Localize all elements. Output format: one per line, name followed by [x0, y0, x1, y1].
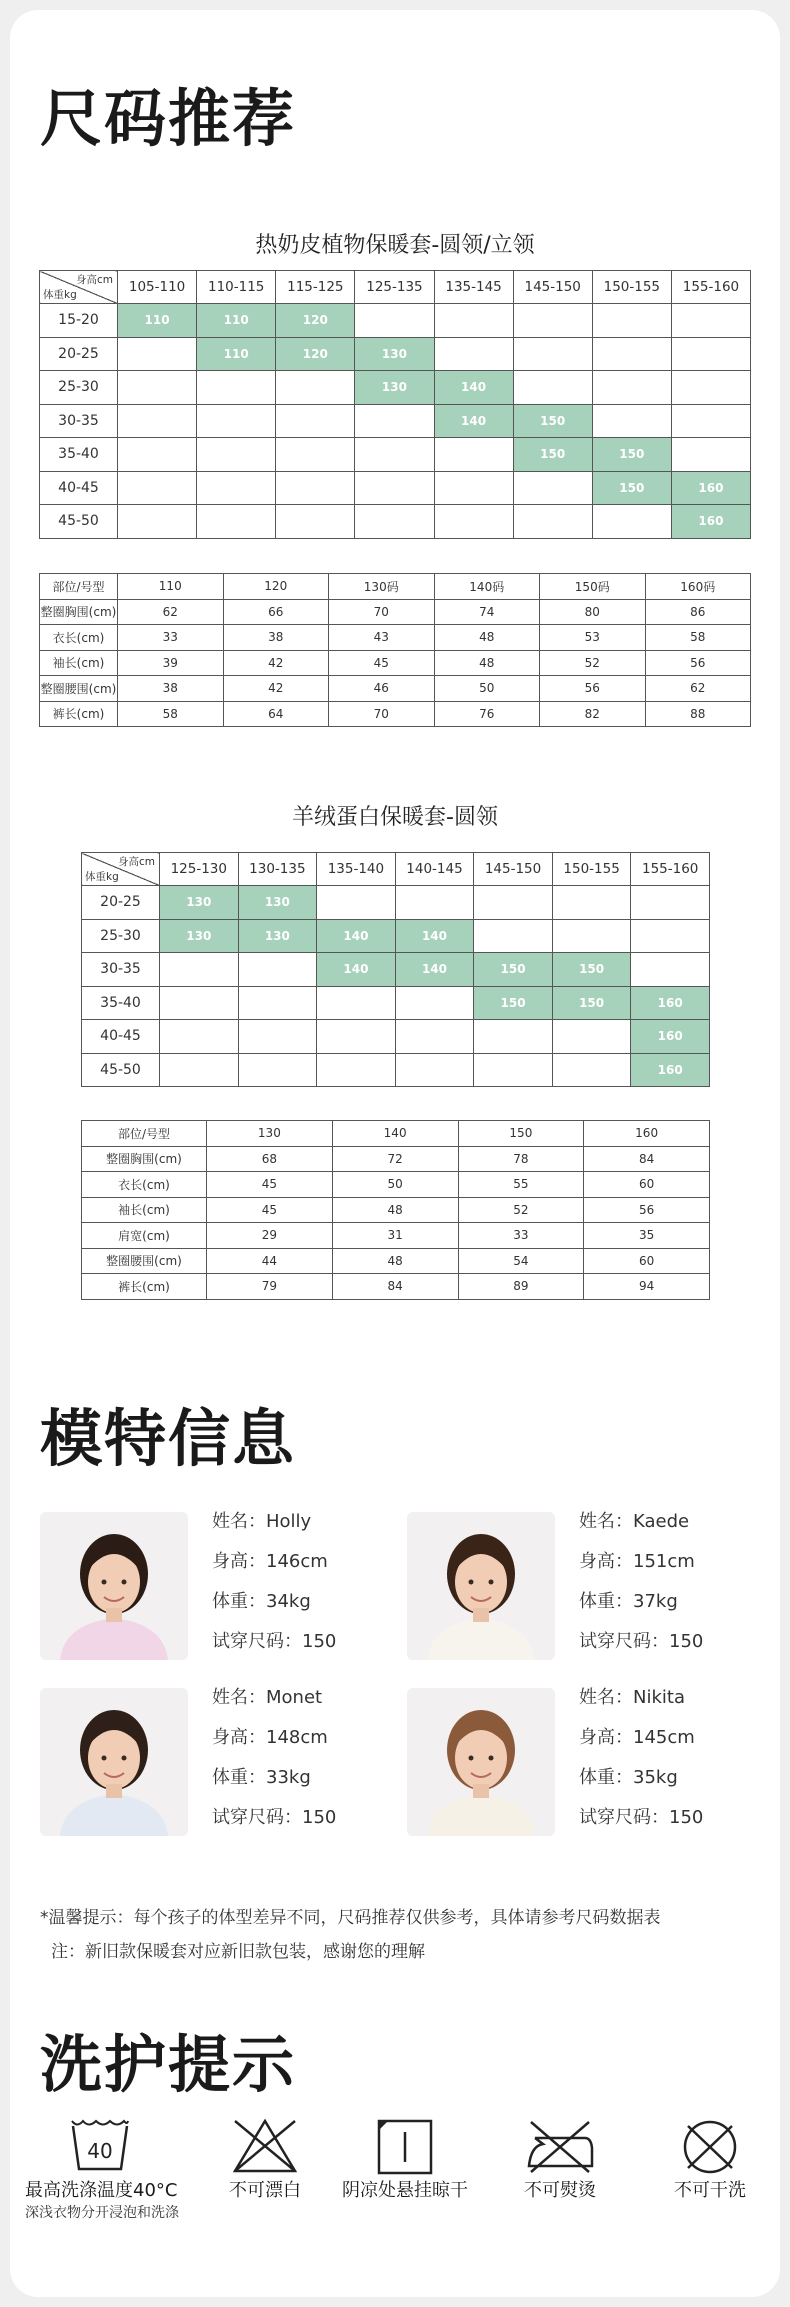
model-photo: [407, 1512, 555, 1660]
measure-value: 66: [223, 599, 329, 625]
measure-value: 70: [329, 599, 435, 625]
size-cell: [513, 371, 592, 405]
care-item-no-dry-clean: [655, 2118, 765, 2202]
measure-value: 56: [540, 676, 646, 702]
measure-value: 54: [458, 1248, 584, 1274]
column-header: 130: [207, 1121, 333, 1147]
size-cell: [160, 1053, 239, 1087]
size-cell: [513, 337, 592, 371]
size-cell: [434, 304, 513, 338]
size-cell-recommended: 140: [395, 919, 474, 953]
table-row: [82, 1223, 710, 1249]
measure-value: 64: [223, 701, 329, 727]
table-row: [82, 1248, 710, 1274]
size-cell: [395, 1053, 474, 1087]
measure-value: 50: [434, 676, 540, 702]
measure-value: 29: [207, 1223, 333, 1249]
size-cell-recommended: 150: [552, 953, 631, 987]
model-height: 身高：146cm: [212, 1551, 328, 1572]
table-row: [40, 337, 751, 371]
measure-label: 整圈胸围(cm): [82, 1146, 207, 1172]
size-cell-recommended: 130: [160, 919, 239, 953]
weight-header: 45-50: [40, 505, 118, 539]
table-row: [82, 953, 710, 987]
measure-value: 60: [584, 1172, 710, 1198]
table-row: [40, 676, 751, 702]
measure-value: 86: [645, 599, 751, 625]
care-label-no-bleach: 不可漂白: [229, 2180, 301, 2201]
size-cell: [671, 337, 750, 371]
size-cell-recommended: 120: [276, 304, 355, 338]
column-header: 110: [118, 574, 224, 600]
measure-value: 48: [434, 650, 540, 676]
size-cell: [276, 471, 355, 505]
model-info: [579, 1688, 703, 1848]
page-card: [10, 10, 780, 2297]
size-cell: [317, 1053, 396, 1087]
height-header: 150-155: [592, 271, 671, 304]
size-cell: [592, 371, 671, 405]
height-header: 115-125: [276, 271, 355, 304]
table-row: [82, 1197, 710, 1223]
wash-40-icon: [69, 2118, 131, 2172]
size-cell-recommended: 150: [592, 438, 671, 472]
size-cell-recommended: 130: [355, 371, 434, 405]
model-name: 姓名：Holly: [212, 1511, 312, 1532]
measure-value: 45: [207, 1172, 333, 1198]
measure-value: 55: [458, 1172, 584, 1198]
size-cell-recommended: 120: [276, 337, 355, 371]
size-cell: [118, 505, 197, 539]
model-info-title: 模特信息: [40, 1402, 297, 1475]
size-cell-recommended: 150: [513, 438, 592, 472]
height-header: 145-150: [513, 271, 592, 304]
model-size: 试穿尺码：150: [212, 1807, 337, 1828]
height-header: 110-115: [197, 271, 276, 304]
size-cell-recommended: 140: [434, 371, 513, 405]
size-cell: [395, 986, 474, 1020]
model-weight: 体重：33kg: [212, 1767, 311, 1788]
measure-value: 60: [584, 1248, 710, 1274]
height-header: 155-160: [671, 271, 750, 304]
weight-header: 35-40: [40, 438, 118, 472]
line-dry-shade-icon: [376, 2118, 434, 2176]
size-chart-table-1: [39, 270, 751, 539]
measure-value: 80: [540, 599, 646, 625]
size-cell-recommended: 140: [317, 953, 396, 987]
table-row: [40, 625, 751, 651]
measure-value: 84: [332, 1274, 458, 1300]
measure-label: 衣长(cm): [40, 625, 118, 651]
measure-value: 52: [540, 650, 646, 676]
weight-header: 30-35: [40, 404, 118, 438]
model-info: [579, 1512, 703, 1672]
size-cell-recommended: 140: [395, 953, 474, 987]
size-cell: [592, 404, 671, 438]
size-chart-table-2: [81, 852, 710, 1087]
size-cell-recommended: 150: [474, 986, 553, 1020]
table-row: [82, 986, 710, 1020]
size-recommendation-title: 尺码推荐: [40, 82, 297, 155]
care-label-no-dry-clean: 不可干洗: [674, 2180, 746, 2201]
height-header: 150-155: [552, 853, 631, 886]
measure-value: 42: [223, 650, 329, 676]
model-photo: [407, 1688, 555, 1836]
size-cell: [592, 304, 671, 338]
size-cell: [197, 371, 276, 405]
model-height: 身高：148cm: [212, 1727, 328, 1748]
no-dry-clean-icon: [680, 2118, 740, 2176]
size-cell: [118, 438, 197, 472]
weight-header: 20-25: [40, 337, 118, 371]
care-label-no-iron: 不可熨烫: [524, 2180, 596, 2201]
header-row: [82, 853, 710, 886]
table2-title: 羊绒蛋白保暖套-圆领: [292, 805, 498, 830]
table-row: [82, 1020, 710, 1054]
measurement-table-2: [81, 1120, 710, 1300]
warm-tip-text: *温馨提示：每个孩子的体型差异不同，尺码推荐仅供参考，具体请参考尺码数据表: [40, 1908, 661, 1928]
no-iron-icon: [525, 2118, 595, 2174]
weight-header: 40-45: [82, 1020, 160, 1054]
size-cell: [276, 438, 355, 472]
size-cell: [160, 953, 239, 987]
measure-value: 70: [329, 701, 435, 727]
measure-value: 68: [207, 1146, 333, 1172]
size-cell: [355, 438, 434, 472]
model-name: 姓名：Nikita: [579, 1687, 685, 1708]
size-cell: [160, 1020, 239, 1054]
size-cell: [238, 1053, 317, 1087]
weight-header: 45-50: [82, 1053, 160, 1087]
measure-value: 82: [540, 701, 646, 727]
model-height: 身高：151cm: [579, 1551, 695, 1572]
measure-value: 62: [645, 676, 751, 702]
measure-value: 76: [434, 701, 540, 727]
size-cell: [592, 505, 671, 539]
measure-value: 44: [207, 1248, 333, 1274]
measure-label: 衣长(cm): [82, 1172, 207, 1198]
size-cell-recommended: 150: [474, 953, 553, 987]
size-cell: [118, 471, 197, 505]
model-weight: 体重：35kg: [579, 1767, 678, 1788]
size-cell: [238, 986, 317, 1020]
packaging-note-text: 注：新旧款保暖套对应新旧款包装，感谢您的理解: [51, 1942, 425, 1962]
size-cell: [474, 886, 553, 920]
model-info: [212, 1512, 336, 1672]
measure-label: 整圈腰围(cm): [40, 676, 118, 702]
size-cell: [552, 886, 631, 920]
size-cell-recommended: 160: [631, 986, 710, 1020]
size-cell-recommended: 150: [552, 986, 631, 1020]
size-cell: [118, 404, 197, 438]
size-cell: [197, 505, 276, 539]
measure-value: 72: [332, 1146, 458, 1172]
header-row: [82, 1121, 710, 1147]
height-header: 155-160: [631, 853, 710, 886]
measure-value: 50: [332, 1172, 458, 1198]
size-cell: [513, 304, 592, 338]
size-cell: [276, 404, 355, 438]
table-row: [82, 919, 710, 953]
measure-value: 43: [329, 625, 435, 651]
size-cell: [118, 337, 197, 371]
model-card: [40, 1512, 400, 1662]
height-header: 105-110: [118, 271, 197, 304]
measure-value: 31: [332, 1223, 458, 1249]
size-cell: [434, 505, 513, 539]
size-cell: [197, 471, 276, 505]
table-row: [40, 471, 751, 505]
measure-value: 56: [645, 650, 751, 676]
measure-value: 45: [329, 650, 435, 676]
size-cell: [355, 505, 434, 539]
measure-value: 58: [645, 625, 751, 651]
header-row: [40, 574, 751, 600]
size-cell: [592, 337, 671, 371]
table-row: [40, 371, 751, 405]
height-header: 135-145: [434, 271, 513, 304]
measurement-table-1: [39, 573, 751, 727]
svg-text:40: 40: [87, 2139, 113, 2163]
size-cell-recommended: 140: [317, 919, 396, 953]
size-cell-recommended: 140: [434, 404, 513, 438]
table-row: [82, 1274, 710, 1300]
size-cell: [474, 1020, 553, 1054]
table-row: [40, 599, 751, 625]
corner-cell: [82, 853, 160, 886]
column-header: 140码: [434, 574, 540, 600]
height-header: 140-145: [395, 853, 474, 886]
size-cell: [434, 438, 513, 472]
care-sublabel-wash: 深浅衣物分开浸泡和洗涤: [25, 2205, 179, 2221]
size-cell: [276, 371, 355, 405]
weight-header: 30-35: [82, 953, 160, 987]
model-info: [212, 1688, 336, 1848]
measure-value: 46: [329, 676, 435, 702]
measure-value: 74: [434, 599, 540, 625]
weight-header: 35-40: [82, 986, 160, 1020]
model-weight: 体重：34kg: [212, 1591, 311, 1612]
size-cell: [238, 953, 317, 987]
table-row: [40, 505, 751, 539]
care-item-line-dry: [330, 2118, 480, 2202]
model-height: 身高：145cm: [579, 1727, 695, 1748]
height-header: 125-130: [160, 853, 239, 886]
care-label-wash: 最高洗涤温度40°C: [25, 2180, 178, 2201]
table-row: [40, 404, 751, 438]
measure-value: 38: [118, 676, 224, 702]
size-cell: [631, 953, 710, 987]
no-bleach-icon: [232, 2118, 298, 2174]
measure-value: 38: [223, 625, 329, 651]
model-photo: [40, 1688, 188, 1836]
model-size: 试穿尺码：150: [579, 1631, 704, 1652]
header-row: [40, 271, 751, 304]
model-photo: [40, 1512, 188, 1660]
corner-cell: [40, 271, 118, 304]
size-cell-recommended: 150: [513, 404, 592, 438]
size-cell: [631, 919, 710, 953]
corner-weight-label: 体重kg: [85, 871, 119, 883]
measure-value: 62: [118, 599, 224, 625]
size-cell: [118, 371, 197, 405]
care-item-wash: [25, 2118, 179, 2222]
model-size: 试穿尺码：150: [579, 1807, 704, 1828]
measure-value: 94: [584, 1274, 710, 1300]
size-cell: [552, 919, 631, 953]
size-cell: [552, 1053, 631, 1087]
size-cell-recommended: 110: [118, 304, 197, 338]
size-cell: [355, 304, 434, 338]
column-header: 130码: [329, 574, 435, 600]
care-item-no-bleach: [210, 2118, 320, 2202]
measure-value: 33: [458, 1223, 584, 1249]
height-header: 130-135: [238, 853, 317, 886]
measure-label: 袖长(cm): [82, 1197, 207, 1223]
column-header: 140: [332, 1121, 458, 1147]
model-name: 姓名：Monet: [212, 1687, 323, 1708]
size-cell: [671, 304, 750, 338]
weight-header: 15-20: [40, 304, 118, 338]
measure-label: 整圈腰围(cm): [82, 1248, 207, 1274]
measure-value: 48: [332, 1197, 458, 1223]
size-cell-recommended: 130: [160, 886, 239, 920]
table-row: [82, 886, 710, 920]
height-header: 145-150: [474, 853, 553, 886]
measure-value: 89: [458, 1274, 584, 1300]
care-tips-title: 洗护提示: [40, 2028, 297, 2101]
size-cell-recommended: 130: [238, 919, 317, 953]
measure-label: 裤长(cm): [40, 701, 118, 727]
measure-value: 48: [332, 1248, 458, 1274]
size-cell: [474, 1053, 553, 1087]
weight-header: 25-30: [82, 919, 160, 953]
care-label-line-dry: 阴凉处悬挂晾干: [342, 2180, 468, 2201]
measure-value: 79: [207, 1274, 333, 1300]
size-cell: [197, 404, 276, 438]
column-header: 150码: [540, 574, 646, 600]
table-row: [40, 304, 751, 338]
model-size: 试穿尺码：150: [212, 1631, 337, 1652]
table-row: [82, 1146, 710, 1172]
size-cell-recommended: 130: [355, 337, 434, 371]
size-cell-recommended: 130: [238, 886, 317, 920]
measure-label: 袖长(cm): [40, 650, 118, 676]
size-cell: [395, 886, 474, 920]
size-cell: [474, 919, 553, 953]
measure-label: 整圈胸围(cm): [40, 599, 118, 625]
size-cell: [355, 404, 434, 438]
measure-value: 52: [458, 1197, 584, 1223]
size-cell: [631, 886, 710, 920]
corner-height-label: 身高cm: [117, 856, 155, 868]
model-name: 姓名：Kaede: [579, 1511, 690, 1532]
size-cell: [355, 471, 434, 505]
model-card: [407, 1512, 767, 1662]
column-header: 160码: [645, 574, 751, 600]
measure-value: 56: [584, 1197, 710, 1223]
size-cell: [513, 505, 592, 539]
table-row: [40, 701, 751, 727]
size-cell: [434, 337, 513, 371]
measure-value: 84: [584, 1146, 710, 1172]
size-cell: [671, 371, 750, 405]
column-header: 部位/号型: [40, 574, 118, 600]
model-card: [407, 1688, 767, 1838]
size-cell: [671, 404, 750, 438]
model-card: [40, 1688, 400, 1838]
size-cell: [276, 505, 355, 539]
table-row: [40, 438, 751, 472]
measure-value: 48: [434, 625, 540, 651]
measure-value: 45: [207, 1197, 333, 1223]
table-row: [40, 650, 751, 676]
measure-value: 33: [118, 625, 224, 651]
measure-value: 42: [223, 676, 329, 702]
size-cell: [317, 986, 396, 1020]
size-cell: [197, 438, 276, 472]
size-cell: [160, 986, 239, 1020]
column-header: 部位/号型: [82, 1121, 207, 1147]
size-cell: [317, 886, 396, 920]
measure-label: 肩宽(cm): [82, 1223, 207, 1249]
corner-weight-label: 体重kg: [43, 289, 77, 301]
weight-header: 20-25: [82, 886, 160, 920]
size-cell: [513, 471, 592, 505]
size-cell: [395, 1020, 474, 1054]
weight-header: 40-45: [40, 471, 118, 505]
table-row: [82, 1172, 710, 1198]
size-cell: [552, 1020, 631, 1054]
measure-value: 58: [118, 701, 224, 727]
column-header: 150: [458, 1121, 584, 1147]
size-cell: [671, 438, 750, 472]
measure-value: 78: [458, 1146, 584, 1172]
size-cell-recommended: 160: [631, 1020, 710, 1054]
corner-height-label: 身高cm: [75, 274, 113, 286]
measure-value: 35: [584, 1223, 710, 1249]
measure-value: 39: [118, 650, 224, 676]
model-weight: 体重：37kg: [579, 1591, 678, 1612]
measure-label: 裤长(cm): [82, 1274, 207, 1300]
measure-value: 88: [645, 701, 751, 727]
height-header: 135-140: [317, 853, 396, 886]
column-header: 120: [223, 574, 329, 600]
table-row: [82, 1053, 710, 1087]
height-header: 125-135: [355, 271, 434, 304]
table1-title: 热奶皮植物保暖套-圆领/立领: [255, 233, 535, 258]
size-cell: [317, 1020, 396, 1054]
size-cell-recommended: 150: [592, 471, 671, 505]
size-cell-recommended: 160: [631, 1053, 710, 1087]
weight-header: 25-30: [40, 371, 118, 405]
size-cell-recommended: 160: [671, 505, 750, 539]
size-cell: [434, 471, 513, 505]
size-cell-recommended: 110: [197, 304, 276, 338]
column-header: 160: [584, 1121, 710, 1147]
size-cell-recommended: 110: [197, 337, 276, 371]
measure-value: 53: [540, 625, 646, 651]
size-cell-recommended: 160: [671, 471, 750, 505]
size-cell: [238, 1020, 317, 1054]
care-item-no-iron: [505, 2118, 615, 2202]
